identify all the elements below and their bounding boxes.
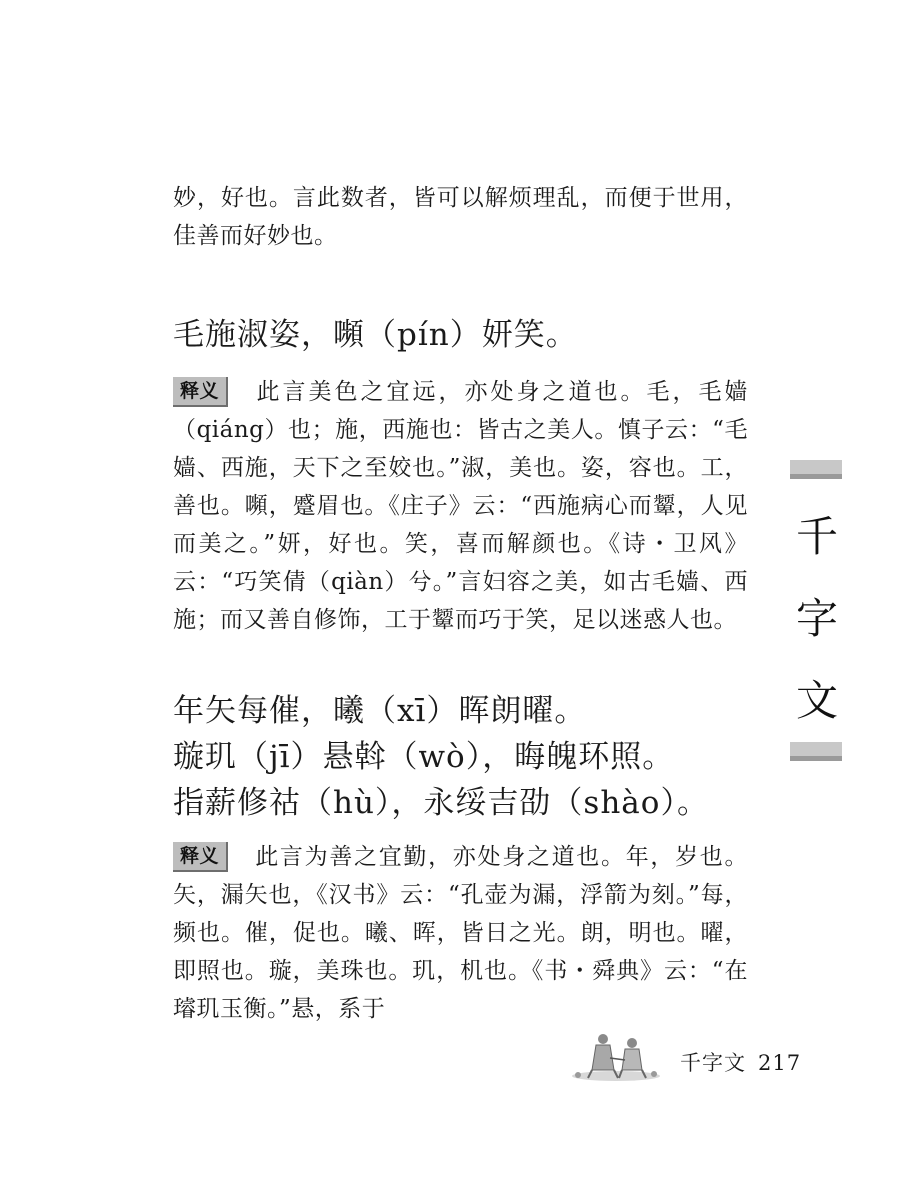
section-side-tab	[790, 460, 842, 766]
page-footer	[680, 1050, 813, 1076]
side-tab-top-cap	[790, 460, 842, 474]
verse-block-2	[173, 688, 773, 826]
side-tab-top-bar	[790, 474, 842, 479]
explanation-text: 此言美色之宜远，亦处身之道也。毛，毛嫱（qiáng）也；施，西施也：皆古之美人。慎子云：“毛嫱、西施，天下之至姣也。”淑，美也。姿，容也。工，善也。嚬，蹙眉也。《庄子》云：“西施病心而颦，人见而美之。”妍，好也。笑，喜而解颜也。《诗・卫风》云：“巧笑倩（qiàn）兮。”言妇容之美，如古毛嫱、西施；而又善自修饰，工于颦而巧于笑，足以迷惑人也。	[173, 379, 748, 633]
verse-line: 毛施淑姿，嚬（pín）妍笑。	[173, 317, 578, 353]
verse-line: 年矢每催，曦（xī）晖朗曜。	[173, 693, 587, 729]
footer-illustration-icon	[570, 1030, 662, 1082]
explanation-text: 此言为善之宜勤，亦处身之道也。年，岁也。矢，漏矢也，《汉书》云：“孔壶为漏，浮箭为刻。”每，频也。催，促也。曦、晖，皆日之光。朗，明也。曜，即照也。璇，美珠也。玑，机也。《书・舜典》云：“在璿玑玉衡。”悬，系于	[173, 844, 748, 1022]
page-number: 217	[758, 1051, 802, 1075]
footer-book-title: 千字文	[680, 1051, 746, 1075]
side-tab-char: 字	[796, 594, 839, 643]
top-paragraph: 妙，好也。言此数者，皆可以解烦理乱，而便于世用，佳善而好妙也。	[173, 185, 748, 249]
explanation-block-1	[173, 373, 748, 639]
side-tab-bottom-cap	[790, 742, 842, 756]
verse-line: 指薪修祜（hù），永绥吉劭（shào）。	[173, 785, 709, 821]
explanation-tag: 释义	[173, 377, 228, 407]
verse-line: 璇玑（jī）悬斡（wò），晦魄环照。	[173, 739, 675, 775]
side-tab-char: 文	[796, 676, 839, 725]
side-tab-bottom-bar	[790, 756, 842, 761]
verse-block-1	[173, 312, 773, 358]
side-tab-char: 千	[796, 512, 839, 561]
explanation-tag: 释义	[173, 842, 228, 872]
explanation-block-2	[173, 838, 748, 1028]
